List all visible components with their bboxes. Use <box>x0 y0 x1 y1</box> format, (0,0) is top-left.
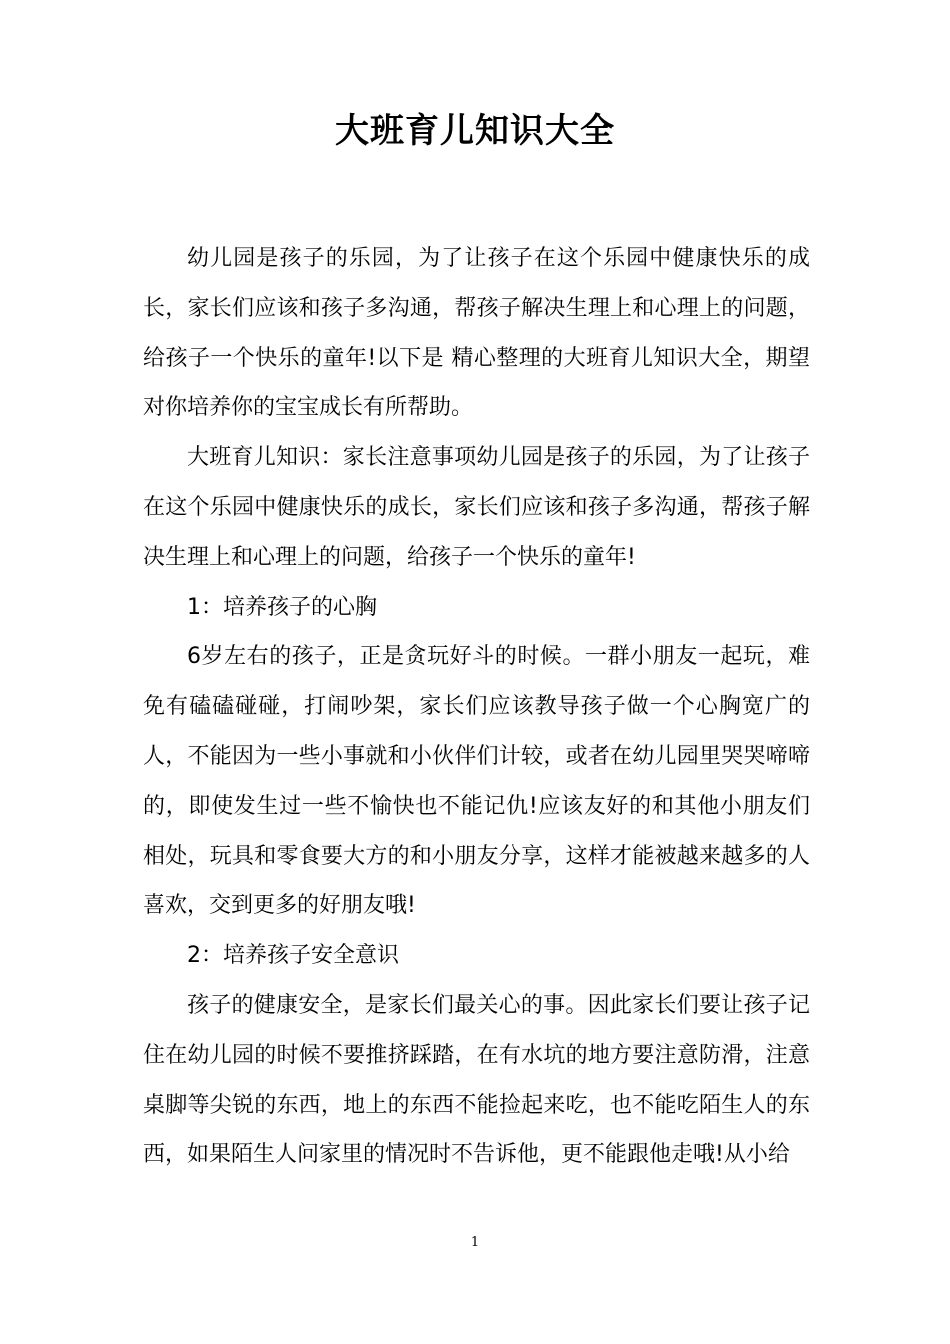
paragraph-intro: 幼儿园是孩子的乐园，为了让孩子在这个乐园中健康快乐的成长，家长们应该和孩子多沟通，帮孩子解决生理上和心理上的问题，给孩子一个快乐的童年!以下是 精心整理的大班育儿知识大全，期望对你培养你的宝宝成长有所帮助。 <box>143 246 810 421</box>
section-heading-2: 2：培养孩子安全意识 <box>187 943 399 969</box>
page-number: 1 <box>470 1235 480 1250</box>
document-title: 大班育儿知识大全 <box>335 111 615 151</box>
document-body <box>143 234 810 1180</box>
section-heading-1: 1：培养孩子的心胸 <box>187 594 377 620</box>
paragraph-section-1: 6岁左右的孩子，正是贪玩好斗的时候。一群小朋友一起玩，难免有磕磕碰碰，打闹吵架，家长们应该教导孩子做一个心胸宽广的人，不能因为一些小事就和小伙伴们计较，或者在幼儿园里哭哭啼啼的，即使发生过一些不愉快也不能记仇!应该友好的和其他小朋友们相处，玩具和零食要大方的和小朋友分享，这样才能被越来越多的人喜欢，交到更多的好朋友哦! <box>143 644 810 919</box>
paragraph-section-2: 孩子的健康安全，是家长们最关心的事。因此家长们要让孩子记住在幼儿园的时候不要推挤踩踏，在有水坑的地方要注意防滑，注意桌脚等尖锐的东西，地上的东西不能捡起来吃，也不能吃陌生人的东西，如果陌生人问家里的情况时不告诉他，更不能跟他走哦!从小给 <box>143 992 810 1168</box>
paragraph-notes: 大班育儿知识：家长注意事项幼儿园是孩子的乐园，为了让孩子在这个乐园中健康快乐的成长，家长们应该和孩子多沟通，帮孩子解决生理上和心理上的问题，给孩子一个快乐的童年! <box>143 445 810 570</box>
